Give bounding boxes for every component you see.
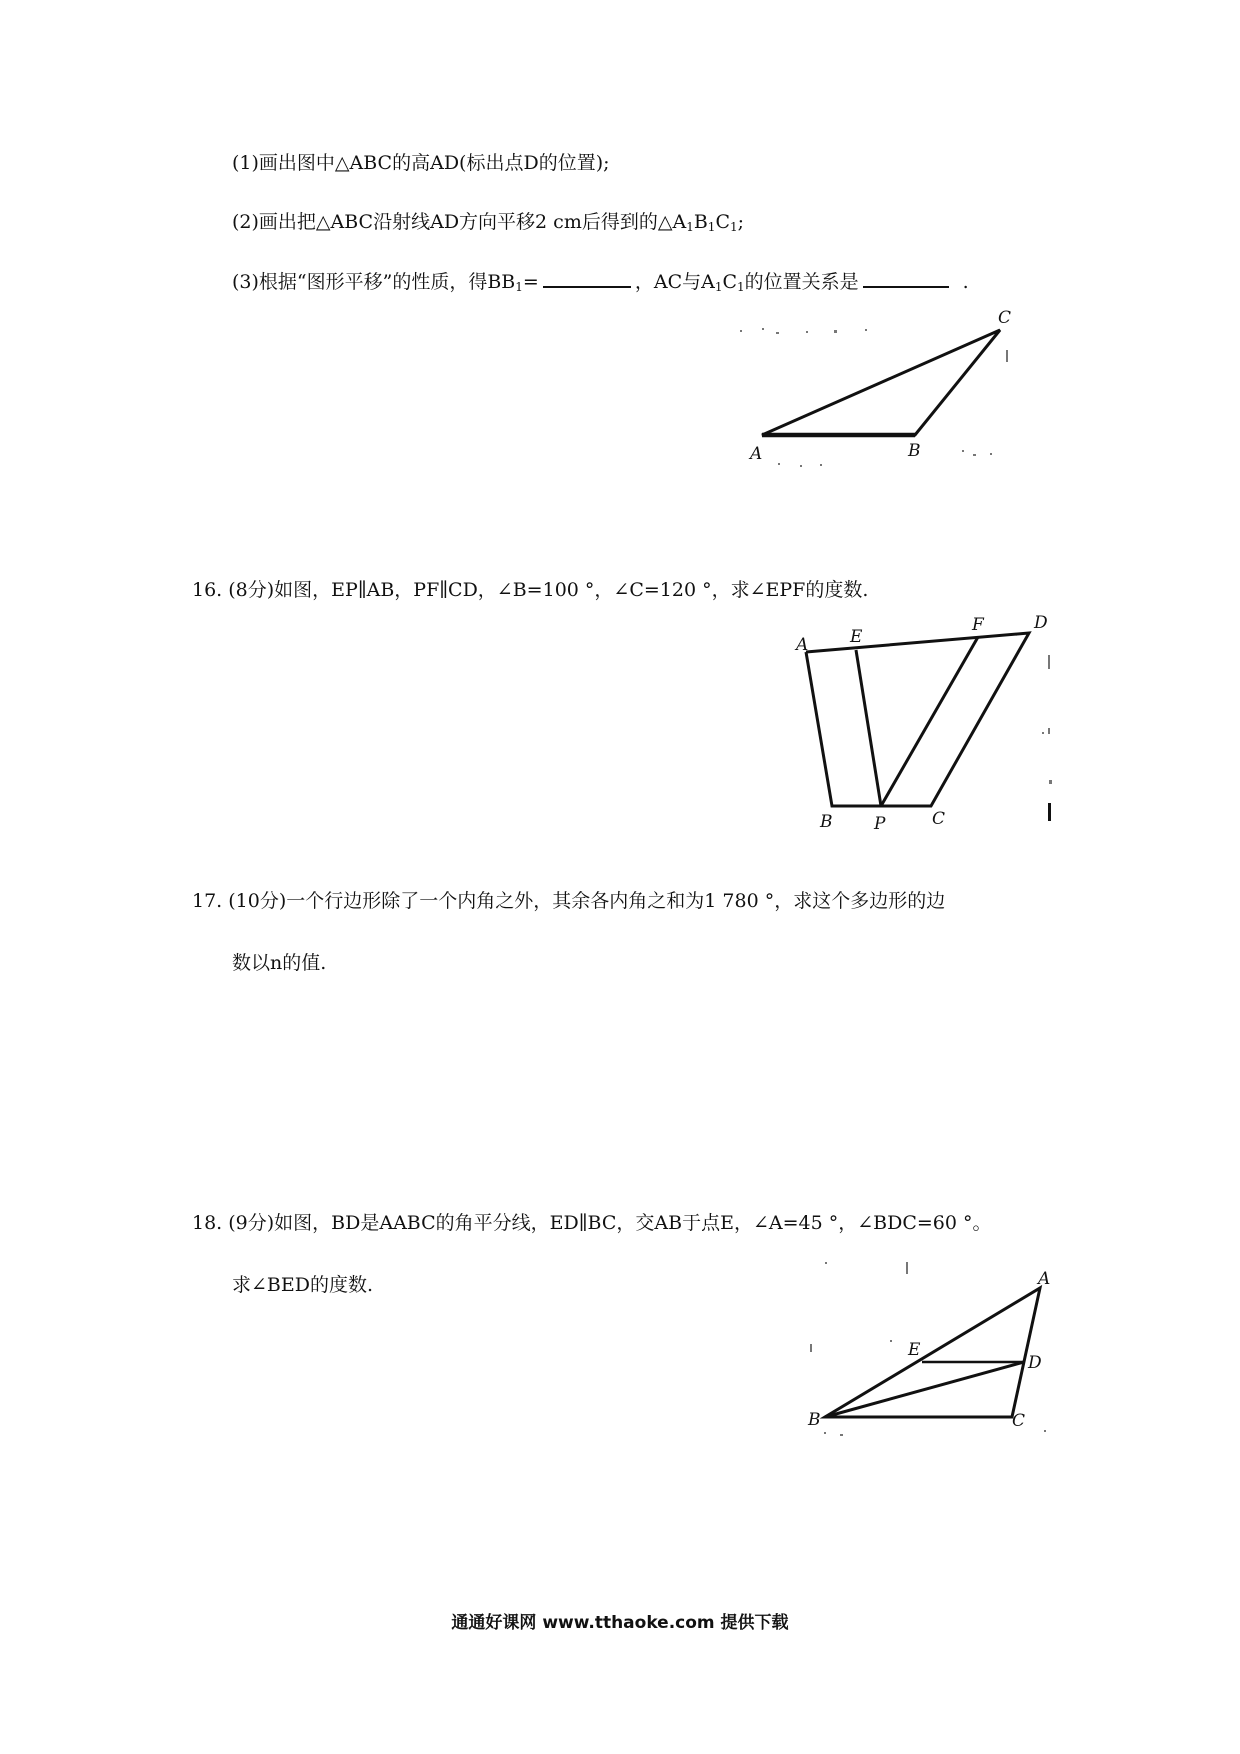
label-c: C bbox=[932, 809, 946, 829]
label-e: E bbox=[908, 1340, 921, 1360]
q15-part3-sub3: 1 bbox=[737, 280, 745, 294]
label-a: A bbox=[796, 635, 809, 655]
label-p: P bbox=[874, 814, 886, 834]
label-c: C bbox=[1012, 1411, 1026, 1431]
label-f: F bbox=[972, 615, 984, 635]
label-d: D bbox=[1028, 1353, 1042, 1373]
q15-part2 bbox=[232, 209, 744, 240]
label-c: C bbox=[998, 308, 1012, 328]
answer-blank-bb1[interactable] bbox=[543, 268, 631, 288]
q15-part2-sub2: 1 bbox=[707, 220, 716, 234]
label-a: A bbox=[1038, 1269, 1051, 1289]
q15-part3-text-a: (3)根据“图形平移”的性质，得BB bbox=[232, 271, 516, 293]
q15-part3-text-b: = bbox=[522, 271, 539, 293]
q17-line1: 17. (10分)一个行边形除了一个内角之外，其余各内角之和为1 780 °，求这个多边形的边 bbox=[192, 890, 946, 912]
q15-part3 bbox=[232, 268, 969, 300]
triangle-abc-bisector-figure bbox=[800, 1262, 1070, 1442]
triangle-abc bbox=[762, 330, 1000, 435]
triangle-abc bbox=[825, 1288, 1040, 1417]
label-a: A bbox=[750, 444, 763, 464]
segment-pf bbox=[881, 637, 978, 806]
bisector-bd bbox=[825, 1362, 1024, 1417]
scan-specks bbox=[740, 328, 1008, 467]
q15-part3-sub1: 1 bbox=[515, 280, 523, 294]
q15-part2-sub1: 1 bbox=[686, 220, 694, 234]
page-footer: 通通好课网 www.tthaoke.com 提供下载 bbox=[451, 1613, 789, 1633]
label-b: B bbox=[808, 1410, 821, 1430]
segment-ep bbox=[856, 650, 881, 806]
label-d: D bbox=[1034, 613, 1048, 633]
q15-part3-text-d: C bbox=[722, 271, 738, 293]
label-e: E bbox=[850, 627, 863, 647]
q15-part2-text-b: B bbox=[693, 211, 708, 233]
q17-line2: 数以n的值. bbox=[232, 952, 327, 974]
scan-specks bbox=[1042, 655, 1052, 821]
label-b: B bbox=[908, 441, 921, 461]
answer-blank-relation[interactable] bbox=[863, 268, 949, 288]
q15-part2-sub3: 1 bbox=[729, 220, 738, 234]
q15-part3-sub2: 1 bbox=[714, 280, 723, 294]
q18-line1: 18. (9分)如图，BD是AABC的角平分线，ED∥BC，交AB于点E，∠A=45 °，∠BDC=60 °。 bbox=[192, 1212, 992, 1234]
q16-text: 16. (8分)如图，EP∥AB，PF∥CD，∠B=100 °，∠C=120 °，求∠EPF的度数. bbox=[192, 579, 869, 601]
q15-part3-text-c: ，AC与A bbox=[634, 271, 715, 293]
quadrilateral-abcd bbox=[806, 633, 1029, 806]
q18-line2: 求∠BED的度数. bbox=[232, 1274, 374, 1296]
q15-part2-text-c: C bbox=[715, 211, 730, 233]
q15-part1: (1)画出图中△ABC的高AD(标出点D的位置); bbox=[232, 152, 610, 174]
q15-part3-text-e: 的位置关系是 bbox=[744, 271, 859, 293]
label-b: B bbox=[820, 812, 833, 832]
triangle-abc-figure bbox=[740, 300, 1040, 480]
quadrilateral-abcd-figure bbox=[790, 610, 1070, 834]
q15-part2-text-d: ; bbox=[737, 211, 745, 233]
q15-part3-text-f: . bbox=[962, 271, 969, 293]
q15-part2-text-a: (2)画出把△ABC沿射线AD方向平移2 cm后得到的△A bbox=[232, 211, 687, 233]
